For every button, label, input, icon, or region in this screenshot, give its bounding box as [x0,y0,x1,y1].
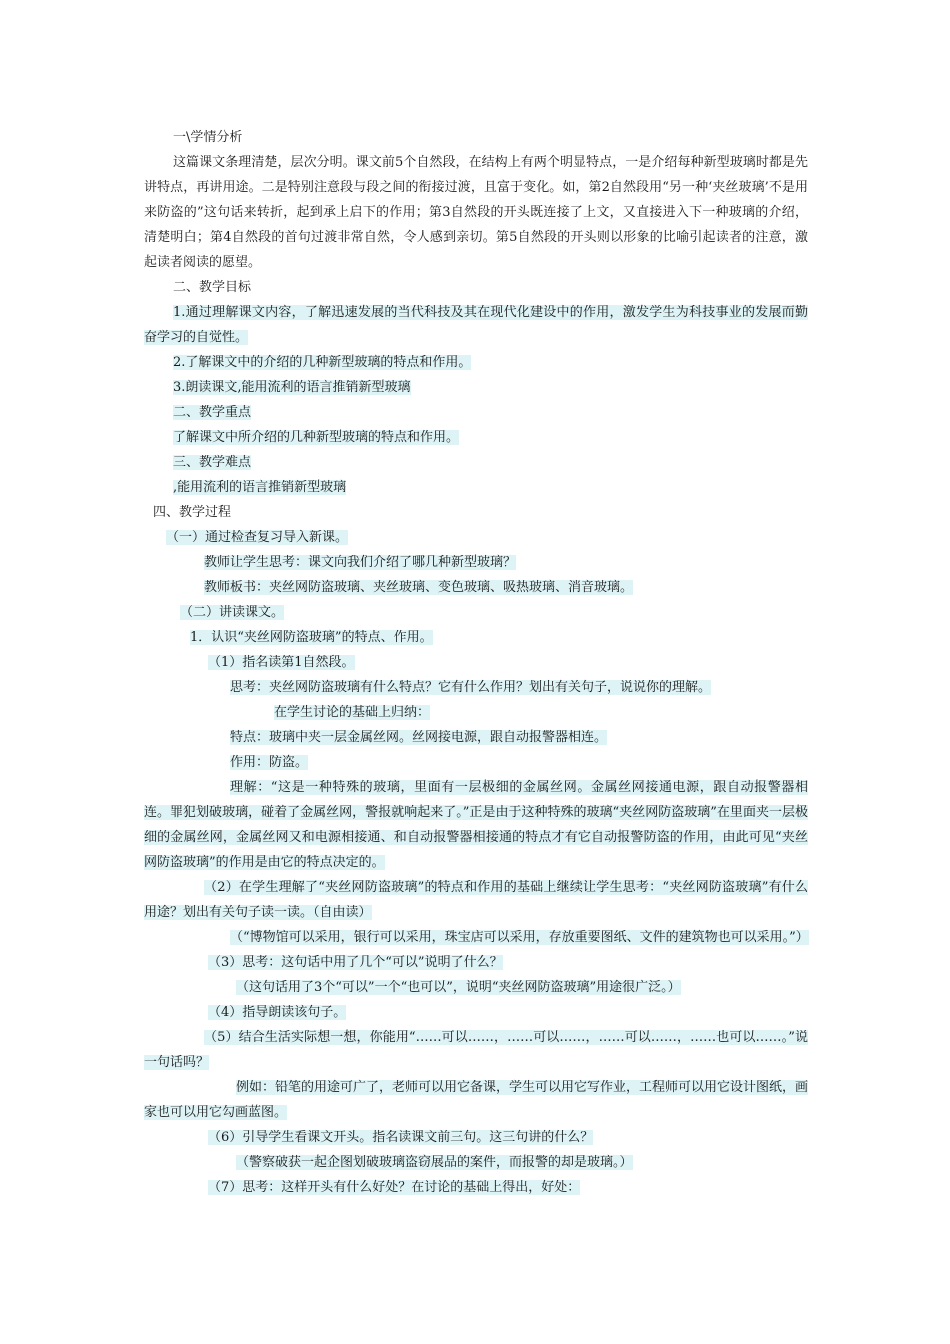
paragraph-text: 这篇课文条理清楚，层次分明。课文前5个自然段，在结构上有两个明显特点，一是介绍每种新型玻璃时都是先讲特点，再讲用途。二是特别注意段与段之间的衔接过渡，且富于变化。如，第2自然段用“另一种‘夹丝玻璃’不是用来防盗的”这句话来转折，起到承上启下的作用；第3自然段的开头既连接了上文，又直接进入下一种玻璃的介绍，清楚明白；第4自然段的首句过渡非常自然，令人感到亲切。第5自然段的开头则以形象的比喻引起读者的注意，激起读者阅读的愿望。 [144,155,808,270]
paragraph-text: 特点：玻璃中夹一层金属丝网。丝网接电源，跟自动报警器相连。 [230,730,608,745]
paragraph-text: 思考：夹丝网防盗玻璃有什么特点？它有什么作用？划出有关句子，说说你的理解。 [230,680,712,695]
paragraph-text: （7）思考：这样开头有什么好处？在讨论的基础上得出，好处： [208,1180,581,1195]
paragraph-text: （“博物馆可以采用，银行可以采用，珠宝店可以采用，存放重要图纸、文件的建筑物也可以采用。”） [230,930,809,945]
paragraph-text: 作用：防盗。 [230,755,309,770]
paragraph-text: 了解课文中所介绍的几种新型玻璃的特点和作用。 [173,430,460,445]
paragraph [144,500,808,525]
paragraph-text: 1.通过理解课文内容，了解迅速发展的当代科技及其在现代化建设中的作用，激发学生为科技事业的发展而勤奋学习的自觉性。 [144,305,808,345]
paragraph [144,375,808,400]
paragraph-text: （3）思考：这句话中用了几个“可以”说明了什么？ [208,955,503,970]
paragraph-text: 教师板书：夹丝网防盗玻璃、夹丝玻璃、变色玻璃、吸热玻璃、消音玻璃。 [204,580,634,595]
document-body [144,125,808,1200]
paragraph [144,725,808,750]
paragraph-text: 2.了解课文中的介绍的几种新型玻璃的特点和作用。 [173,355,472,370]
paragraph [144,750,808,775]
paragraph [144,1175,808,1200]
paragraph [144,425,808,450]
paragraph-text: 3.朗读课文,能用流利的语言推销新型玻璃 [173,380,411,395]
paragraph [144,1075,808,1125]
paragraph [144,525,808,550]
paragraph-text: （5）结合生活实际想一想，你能用“……可以……，……可以……，……可以……，……也可以……。”说一句话吗？ [144,1030,808,1070]
paragraph-text: 理解：“这是一种特殊的玻璃，里面有一层极细的金属丝网。金属丝网接通电源，跟自动报警器相连。罪犯划破玻璃，碰着了金属丝网，警报就响起来了。”正是由于这种特殊的玻璃“夹丝网防盗玻璃”在里面夹一层极细的金属丝网，金属丝网又和电源相接通、和自动报警器相接通的特点才有它自动报警防盗的作用，由此可见“夹丝网防盗玻璃”的作用是由它的特点决定的。 [144,780,808,870]
paragraph [144,1125,808,1150]
paragraph [144,625,808,650]
paragraph [144,300,808,350]
paragraph-text: 二、教学目标 [173,280,252,295]
paragraph [144,350,808,375]
paragraph [144,975,808,1000]
paragraph-text: 三、教学难点 [173,455,252,470]
paragraph [144,1025,808,1075]
paragraph [144,600,808,625]
paragraph-text: 例如：铅笔的用途可广了，老师可以用它备课，学生可以用它写作业，工程师可以用它设计图纸，画家也可以用它勾画蓝图。 [144,1080,809,1120]
paragraph [144,550,808,575]
paragraph [144,575,808,600]
paragraph-text: 1．认识“夹丝网防盗玻璃”的特点、作用。 [190,630,433,645]
paragraph-text: 教师让学生思考：课文向我们介绍了哪几种新型玻璃？ [204,555,517,570]
paragraph [144,650,808,675]
paragraph-text: （1）指名读第1自然段。 [208,655,355,670]
paragraph [144,275,808,300]
paragraph-text: （6）引导学生看课文开头。指名读课文前三句。这三句讲的什么？ [208,1130,594,1145]
paragraph-text: （4）指导朗读该句子。 [208,1005,347,1020]
paragraph-text: 一\学情分析 [173,130,243,145]
paragraph-text: （2）在学生理解了“夹丝网防盗玻璃”的特点和作用的基础上继续让学生思考：“夹丝网防盗玻璃”有什么用途？划出有关句子读一读。（自由读） [144,880,808,920]
paragraph-text: 在学生讨论的基础上归纳： [274,705,431,720]
paragraph-text: （二）讲读课文。 [180,605,285,620]
paragraph [144,925,808,950]
paragraph-text: （一）通过检查复习导入新课。 [166,530,349,545]
paragraph [144,950,808,975]
paragraph [144,400,808,425]
paragraph-text: 二、教学重点 [173,405,252,420]
paragraph [144,875,808,925]
paragraph-text: 四、教学过程 [153,505,232,520]
paragraph [144,700,808,725]
paragraph [144,475,808,500]
paragraph [144,1000,808,1025]
paragraph [144,675,808,700]
paragraph-text: ,能用流利的语言推销新型玻璃 [173,480,347,495]
paragraph-text: （这句话用了3个“可以”一个“也可以”，说明“夹丝网防盗玻璃”用途很广泛。） [236,980,681,995]
paragraph [144,775,808,875]
paragraph-text: （警察破获一起企图划破玻璃盗窃展品的案件，而报警的却是玻璃。） [236,1155,633,1170]
paragraph [144,1150,808,1175]
paragraph [144,125,808,150]
paragraph [144,150,808,275]
paragraph [144,450,808,475]
